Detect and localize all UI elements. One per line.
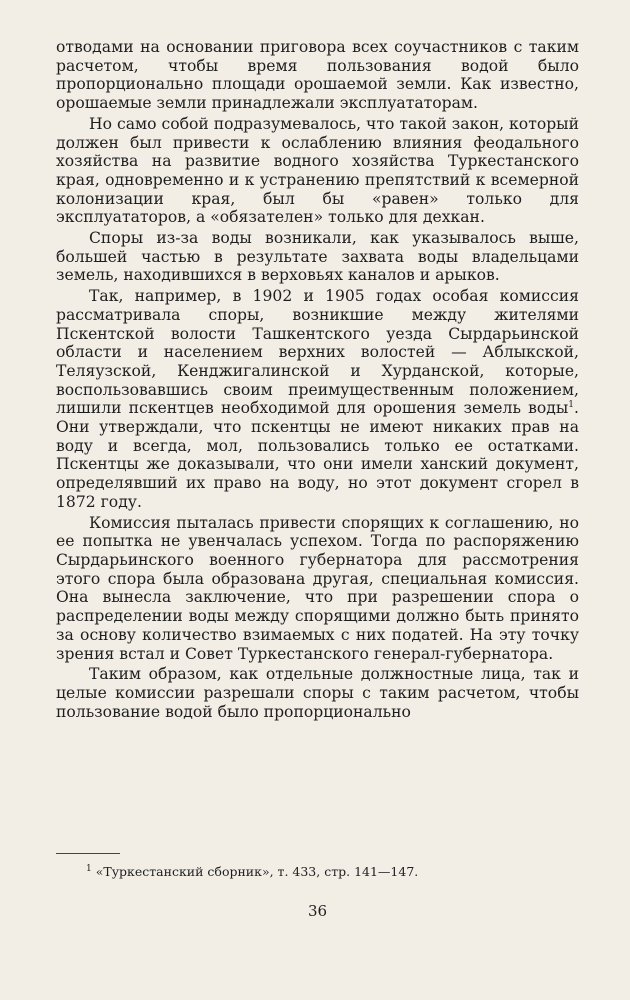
footnote-divider [56, 853, 120, 854]
paragraph-5: Комиссия пыталась привести спорящих к соглашению, но ее попытка не увенчалась успехом. Тогда по распоряжению Сырдарьинского военного губернатора для рассмотрения этого спора была образована другая, специальная комиссия. Она вынесла заключение, что при разрешении спора о распределении воды между спорящими должно быть принято за основу количество взимаемых с них податей. На эту точку зрения встал и Совет Туркестанского генерал-губернатора. [56, 513, 579, 663]
book-page [56, 38, 579, 968]
footnote-marker: 1 [86, 863, 92, 874]
paragraph-4 [56, 287, 579, 511]
page-number: 36 [307, 902, 328, 920]
paragraph-6: Таким образом, как отдельные должностные лица, так и целые комиссии разрешали споры с таким расчетом, чтобы пользование водой было пропорционально [56, 665, 579, 721]
paragraph-1: отводами на основании приговора всех соучастников с таким расчетом, чтобы время пользования водой было пропорционально площади орошаемой земли. Как известно, орошаемые земли принадлежали эксплуататорам. [56, 38, 579, 113]
paragraph-4-continuation: . Они утверждали, что пскентцы не имеют никаких прав на воду и всегда, мол, пользовались только ее остатками. Пскентцы же доказывали, что они имели ханский документ, определявший их право на воду, но этот документ сгорел в 1872 году. [56, 399, 579, 511]
footnote-reference: 1 [568, 400, 575, 411]
body-text [56, 38, 579, 721]
footnote-text: «Туркестанский сборник», т. 433, стр. 141—147. [95, 864, 419, 879]
paragraph-2: Но само собой подразумевалось, что такой закон, который должен был привести к ослаблению влияния феодального хозяйства на развитие водного хозяйства Туркестанского края, одновременно и к устранению препятствий к всемерной колонизации края, был бы «равен» только для эксплуататоров, а «обязателен» только для дехкан. [56, 114, 579, 227]
footnote [86, 864, 566, 880]
paragraph-4-text: Так, например, в 1902 и 1905 годах особая комиссия рассматривала споры, возникшие между жителями Пскентской волости Ташкентского уезда Сырдарьинской области и населением верхних волостей — Аблыкской, Теляузской, Кенджигалинской и Хурданской, которые, воспользовавшись своим преимущественным положением, лишили пскентцев необходимой для орошения земель воды [56, 287, 579, 418]
paragraph-3: Споры из-за воды возникали, как указывалось выше, большей частью в результате захвата воды владельцами земель, находившихся в верховьях каналов и арыков. [56, 229, 579, 285]
